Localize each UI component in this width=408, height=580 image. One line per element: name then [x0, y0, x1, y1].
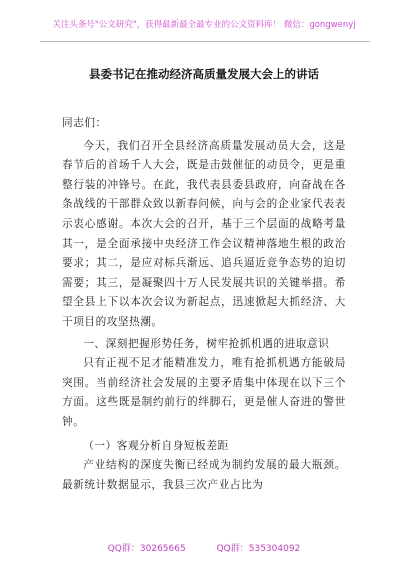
paragraph-intro: 今天，我们召开全县经济高质量发展动员大会，这是春节后的首场千人大会，既是击鼓催征的动员令，更是重整行装的冲锋号。在此，我代表县委县政府，向奋战在各条战线的干部群众致以新春问候，向与会的企业家代表表示衷心感谢。本次大会的召开，基于三个层面的战略考量其一，是全面承接中央经济工作会议精神落地生根的政治要求；其二，是应对标兵渐远、追兵逼近竞争态势的迫切需要；其三，是凝聚四十万人民发展共识的关键举措。希望全县上下以本次会议为新起点，迅速掀起大抓经济、大干项目的攻坚热潮。 [62, 139, 346, 328]
salutation: 同志们： [62, 117, 107, 129]
footer-qq-1: QQ群：30265665 [107, 544, 186, 554]
subsection-heading-1: （一）客观分析自身短板差距 [83, 439, 229, 452]
header-divider [40, 41, 370, 42]
paragraph-industry: 产业结构的深度失衡已经成为制约发展的最大瓶颈。最新统计数据显示，我县三次产业占比为 [62, 459, 346, 491]
section-heading-1: 一、深刻把握形势任务，树牢抢抓机遇的进取意识 [83, 337, 330, 350]
header-notice: 关注头条号"公文研究"，获得最新最全最专业的公文资料库！ 微信：gongwenyj [52, 20, 356, 30]
footer-contacts [0, 541, 408, 554]
document-title: 县委书记在推动经济高质量发展大会上的讲话 [89, 67, 319, 81]
document-body [62, 114, 346, 495]
paragraph-situation: 只有正视不足才能精准发力，唯有抢抓机遇方能破局突围。当前经济社会发展的主要矛盾集中体现在以下三个方面。这些既是制约前行的绊脚石，更是催人奋进的警世钟。 [62, 357, 346, 428]
footer-qq-2: QQ群：535304092 [216, 544, 301, 554]
